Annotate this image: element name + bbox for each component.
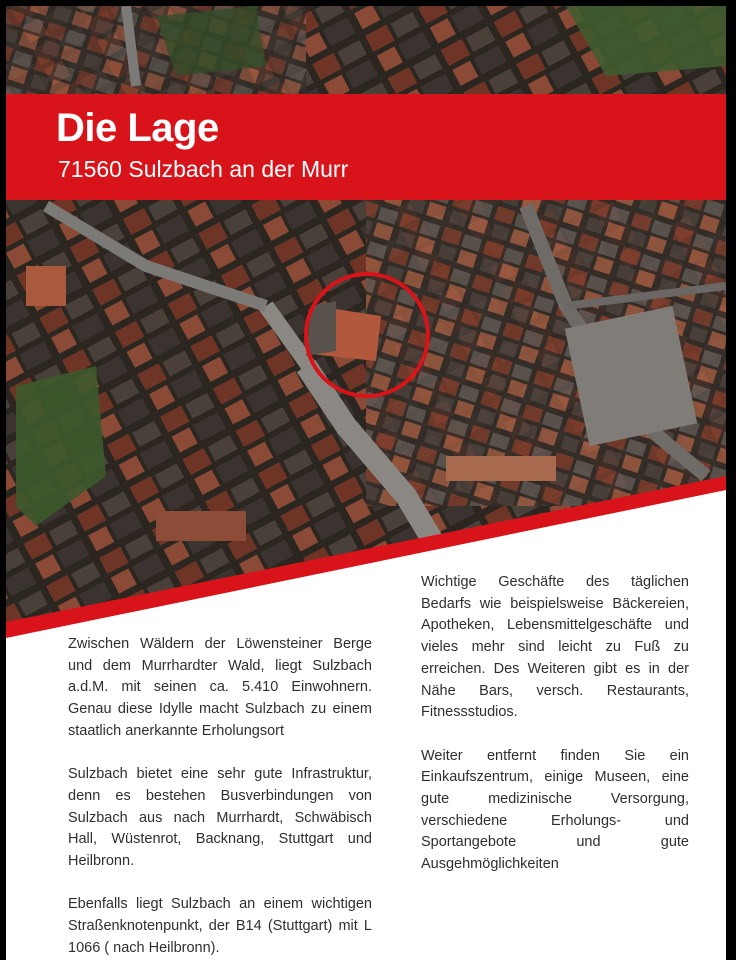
paragraph-shops: Wichtige Geschäfte des täglichen Bedarfs wie beispielsweise Bäckereien, Apotheken, Lebensmittelgeschäfte und vieles mehr sind leicht zu Fuß zu erreichen. Des Weiteren gibt es in der Nähe Bars, versch. Restaurants, Fitnessstudios. — [421, 574, 689, 721]
text-column-right — [421, 572, 689, 898]
page-sheet — [6, 6, 726, 960]
paragraph-amenities: Weiter entfernt finden Sie ein Einkaufszentrum, einige Museen, eine gute medizinische Versorgung, verschiedene Erholungs- und Sportangebote und gute Ausgehmöglichkeiten — [421, 747, 689, 873]
paragraph-roads: Ebenfalls liegt Sulzbach an einem wichtigen Straßenknotenpunkt, der B14 (Stuttgart) mit L 1066 ( nach Heilbronn). — [68, 896, 372, 956]
paragraph-nature: Zwischen Wäldern der Löwensteiner Berge und dem Murrhardter Wald, liegt Sulzbach a.d.M. mit seinen ca. 5.410 Einwohnern. Genau diese Idylle macht Sulzbach zu einem staatlich anerkannte Erholungsort — [68, 636, 372, 739]
text-column-left — [68, 634, 372, 960]
location-subtitle: 71560 Sulzbach an der Murr — [58, 156, 349, 182]
title-banner — [6, 94, 726, 200]
paragraph-infrastructure: Sulzbach bietet eine sehr gute Infrastruktur, denn es bestehen Busverbindungen von Sulzbach aus nach Murrhardt, Schwäbisch Hall, Wüstenrot, Backnang, Stuttgart und Heilbronn. — [68, 766, 372, 870]
page-title: Die Lage — [56, 106, 219, 150]
